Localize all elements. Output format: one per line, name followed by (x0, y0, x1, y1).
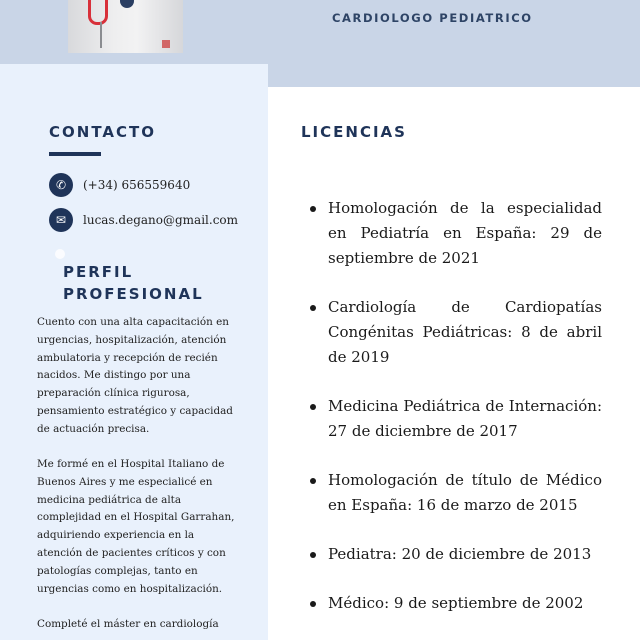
profile-paragraph-3: Completé el máster en cardiología (37, 618, 219, 630)
stethoscope-tube-graphic (100, 22, 102, 48)
profile-paragraph-2: Me formé en el Hospital Italiano de Buenos Aires y me especialicé en medicina pediátrica de alta complejidad en el Hospital Garrahan, adquiriendo experiencia en la atención de pacientes críticos y con patologías complejas, tanto en urgencias como en hospitalización. (37, 458, 235, 595)
job-title: CARDIOLOGO PEDIATRICO (332, 11, 533, 25)
license-text: Homologación de título de Médico en España: 16 de marzo de 2015 (328, 471, 602, 514)
license-text: Pediatra: 20 de diciembre de 2013 (328, 545, 592, 563)
bullet-icon (310, 601, 316, 607)
licenses-heading: LICENCIAS (301, 123, 407, 141)
contact-phone (49, 173, 190, 197)
phone-icon: ✆ (49, 173, 73, 197)
bullet-icon (310, 552, 316, 558)
contact-divider (49, 152, 101, 156)
bullet-icon (310, 478, 316, 484)
license-item (308, 591, 602, 616)
bullet-icon (310, 206, 316, 212)
phone-number[interactable]: (+34) 656559640 (83, 178, 191, 192)
coat-badge-graphic (162, 40, 170, 48)
profile-bullet-icon (55, 249, 65, 259)
contact-heading: CONTACTO (49, 123, 156, 141)
licenses-list (308, 196, 602, 616)
bullet-icon (310, 404, 316, 410)
contact-email (49, 208, 238, 232)
license-item (308, 542, 602, 567)
license-text: Homologación de la especialidad en Pediatría en España: 29 de septiembre de 2021 (328, 199, 602, 267)
profile-heading-line2: PROFESIONAL (63, 285, 204, 303)
license-item (308, 394, 602, 444)
doctor-photo (68, 0, 183, 53)
mail-icon: ✉ (49, 208, 73, 232)
license-text: Cardiología de Cardiopatías Congénitas Pediátricas: 8 de abril de 2019 (328, 298, 602, 366)
license-item (308, 196, 602, 271)
profile-paragraph-1: Cuento con una alta capacitación en urgencias, hospitalización, atención ambulatoria y recepción de recién nacidos. Me distingo por una preparación clínica rigurosa, pensamiento estratégico y capacidad de actuación precisa. (37, 316, 233, 435)
bullet-icon (310, 305, 316, 311)
profile-heading (63, 261, 204, 305)
license-text: Médico: 9 de septiembre de 2002 (328, 594, 584, 612)
stethoscope-graphic (88, 0, 108, 25)
email-address[interactable]: lucas.degano@gmail.com (83, 213, 239, 227)
profile-heading-line1: PERFIL (63, 263, 134, 281)
license-text: Medicina Pediátrica de Internación: 27 de diciembre de 2017 (328, 397, 602, 440)
license-item (308, 468, 602, 518)
license-item (308, 295, 602, 370)
tie-graphic (120, 0, 134, 8)
